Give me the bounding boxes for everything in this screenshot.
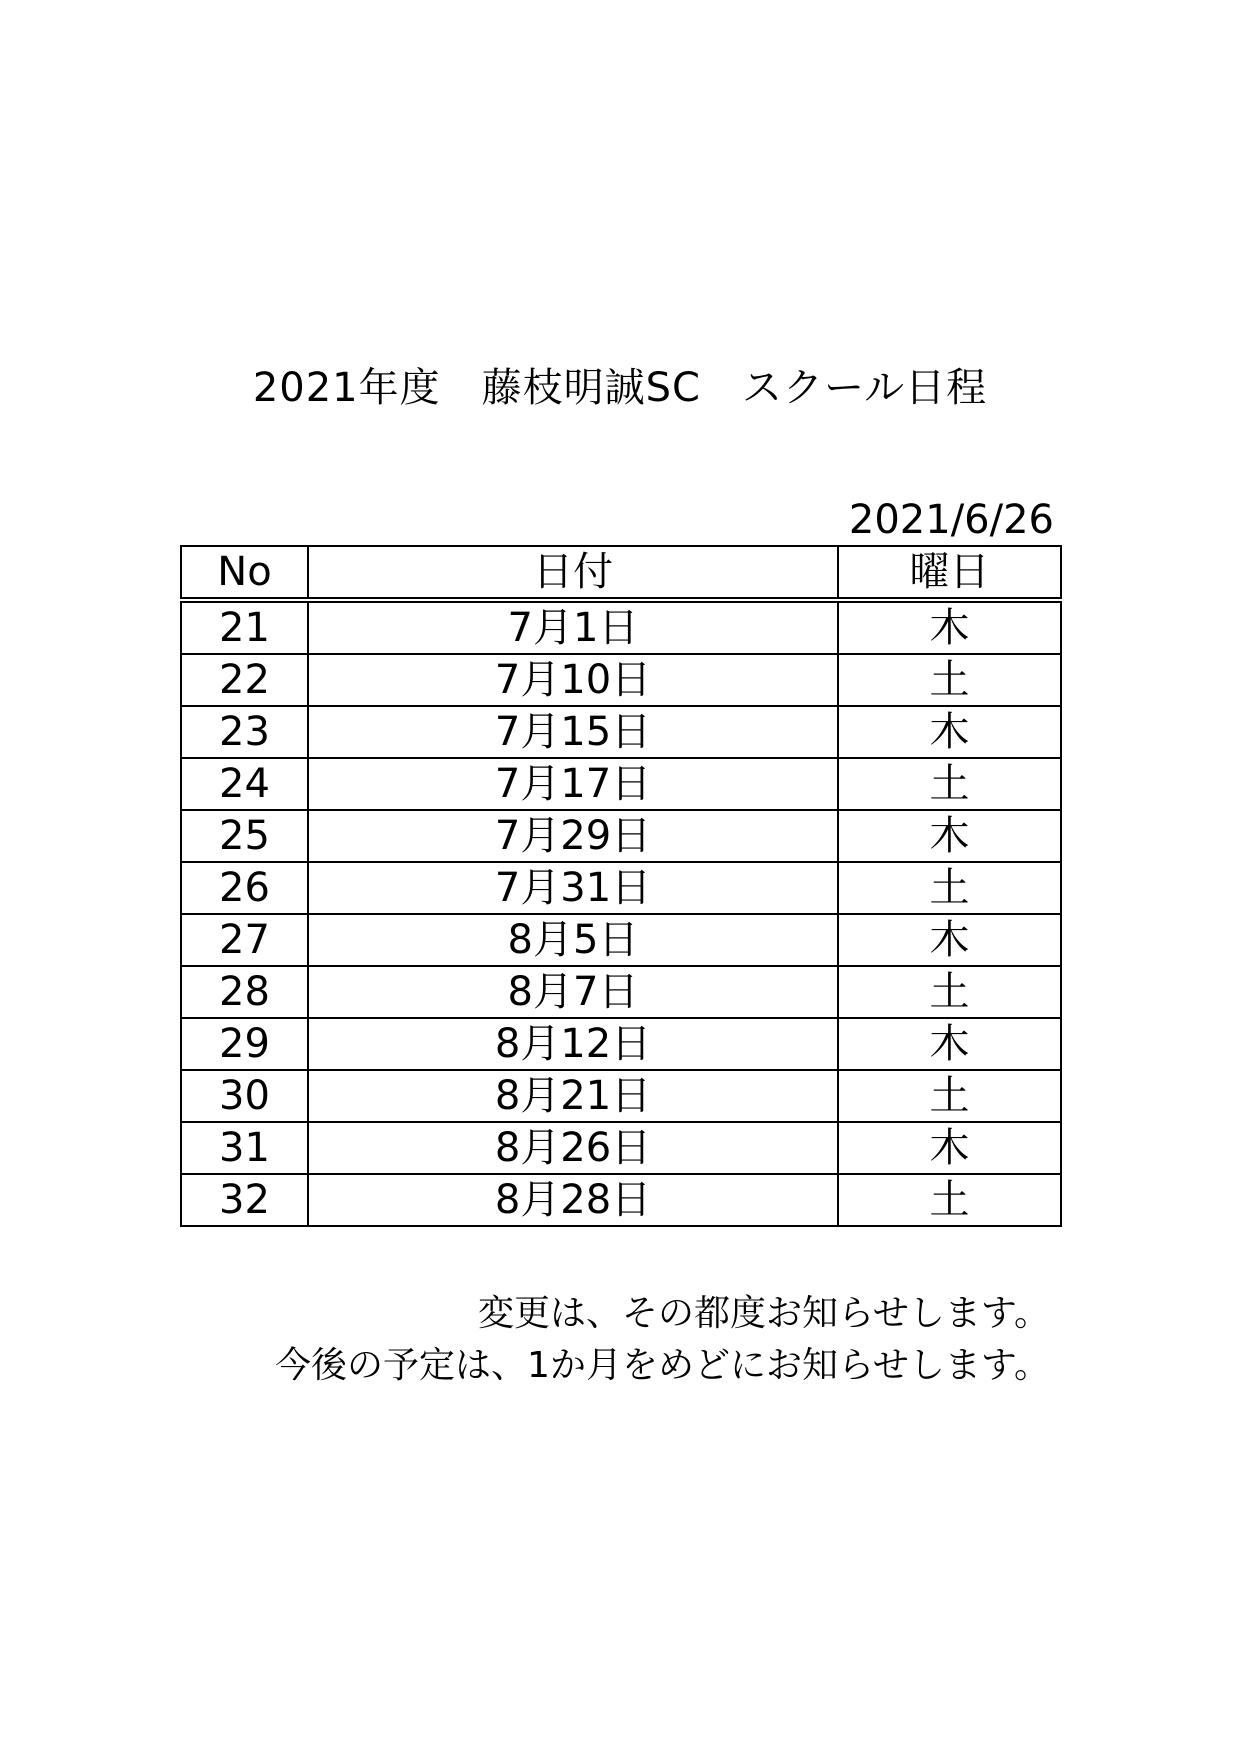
cell-weekday: 土 — [838, 966, 1061, 1018]
cell-no: 22 — [181, 654, 308, 706]
cell-weekday: 土 — [838, 758, 1061, 810]
cell-weekday: 木 — [838, 600, 1061, 654]
table-row — [181, 1018, 1061, 1070]
header-weekday: 曜日 — [838, 546, 1061, 600]
cell-weekday: 土 — [838, 1174, 1061, 1226]
header-date: 日付 — [308, 546, 838, 600]
cell-date: 7月10日 — [308, 654, 838, 706]
note-line-future: 今後の予定は、1か月をめどにお知らせします。 — [275, 1345, 1050, 1386]
cell-no: 26 — [181, 862, 308, 914]
table-row — [181, 810, 1061, 862]
table-row — [181, 914, 1061, 966]
note-line-changes: 変更は、その都度お知らせします。 — [477, 1293, 1050, 1334]
cell-weekday: 木 — [838, 1018, 1061, 1070]
cell-date: 7月17日 — [308, 758, 838, 810]
table-row — [181, 1122, 1061, 1174]
document-title: 2021年度 藤枝明誠SC スクール日程 — [252, 365, 988, 411]
table-row — [181, 1174, 1061, 1226]
table-row — [181, 654, 1061, 706]
cell-weekday: 土 — [838, 654, 1061, 706]
cell-date: 8月26日 — [308, 1122, 838, 1174]
cell-date: 8月5日 — [308, 914, 838, 966]
cell-weekday: 木 — [838, 914, 1061, 966]
cell-no: 24 — [181, 758, 308, 810]
table-row — [181, 758, 1061, 810]
notes — [160, 1288, 1050, 1392]
header-no: No — [181, 546, 308, 600]
table-row — [181, 862, 1061, 914]
cell-date: 7月29日 — [308, 810, 838, 862]
cell-no: 23 — [181, 706, 308, 758]
cell-weekday: 木 — [838, 1122, 1061, 1174]
cell-weekday: 木 — [838, 706, 1061, 758]
cell-date: 7月15日 — [308, 706, 838, 758]
cell-no: 31 — [181, 1122, 308, 1174]
cell-date: 8月12日 — [308, 1018, 838, 1070]
cell-weekday: 土 — [838, 1070, 1061, 1122]
schedule-table — [180, 545, 1062, 1227]
table-row — [181, 966, 1061, 1018]
table-row — [181, 1070, 1061, 1122]
cell-no: 30 — [181, 1070, 308, 1122]
cell-date: 8月21日 — [308, 1070, 838, 1122]
cell-no: 21 — [181, 600, 308, 654]
cell-date: 8月28日 — [308, 1174, 838, 1226]
document-date: 2021/6/26 — [848, 497, 1054, 543]
table-header-row — [181, 546, 1061, 600]
cell-weekday: 土 — [838, 862, 1061, 914]
table-row — [181, 600, 1061, 654]
cell-no: 32 — [181, 1174, 308, 1226]
cell-date: 7月1日 — [308, 600, 838, 654]
cell-no: 25 — [181, 810, 308, 862]
table-row — [181, 706, 1061, 758]
cell-date: 7月31日 — [308, 862, 838, 914]
cell-date: 8月7日 — [308, 966, 838, 1018]
cell-no: 27 — [181, 914, 308, 966]
cell-no: 29 — [181, 1018, 308, 1070]
cell-weekday: 木 — [838, 810, 1061, 862]
cell-no: 28 — [181, 966, 308, 1018]
